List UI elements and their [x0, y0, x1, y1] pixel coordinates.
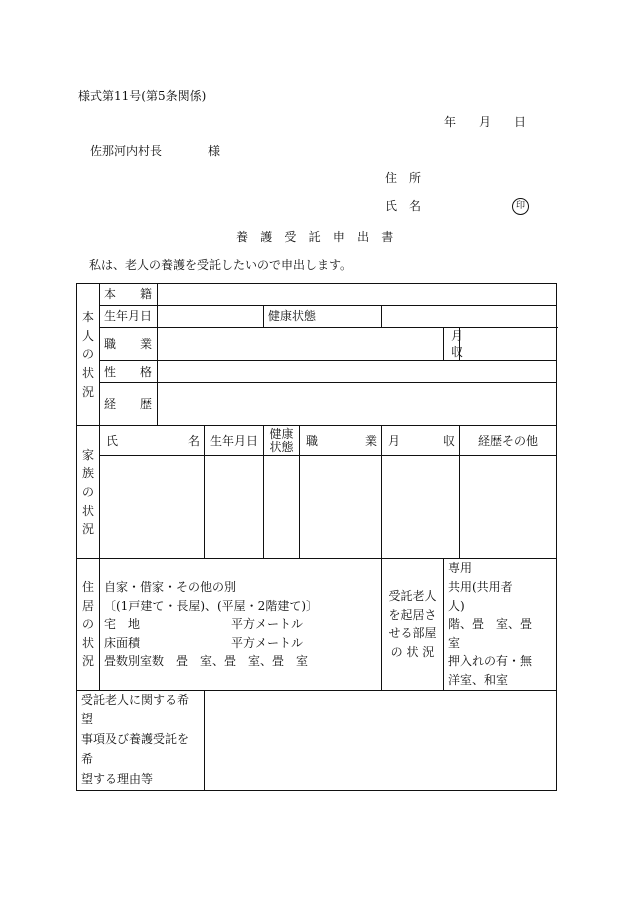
- family-occupation-field[interactable]: [300, 456, 382, 559]
- row-personality: [77, 361, 557, 383]
- date-year-label: 年: [444, 115, 457, 129]
- row-history: [77, 383, 557, 426]
- income-label: 月 収: [444, 328, 460, 361]
- addressee-name: 佐那河内村長: [90, 144, 163, 158]
- honseki-label: 本 籍: [100, 284, 158, 306]
- health-field[interactable]: [382, 306, 557, 328]
- date-month-label: 月: [479, 115, 492, 129]
- residence-line-rooms: 畳数別室数 畳 室、畳 室、畳 室: [104, 654, 309, 669]
- residence-details[interactable]: [100, 559, 382, 690]
- family-birth-field[interactable]: [205, 456, 264, 559]
- family-section-label: 家 族 の 状 況: [77, 426, 100, 559]
- wish-field[interactable]: [205, 690, 557, 790]
- self-section-label: 本 人 の 状 況: [77, 284, 100, 426]
- family-entry-row: [77, 456, 557, 559]
- family-col-birth: 生年月日: [205, 426, 264, 456]
- residence-section-label: 住 居 の 状 況: [77, 559, 100, 690]
- wish-row: [77, 690, 557, 790]
- honseki-field[interactable]: [158, 284, 557, 306]
- date-day-label: 日: [514, 115, 527, 129]
- application-form-table: [76, 283, 557, 791]
- residence-line-floor: 床面積 平方メートル: [104, 635, 304, 650]
- occupation-label: 職 業: [100, 328, 158, 361]
- residence-row: [77, 559, 557, 690]
- occupation-field[interactable]: [158, 328, 444, 361]
- birth-field[interactable]: [158, 306, 264, 328]
- health-label: 健康状態: [264, 306, 382, 328]
- row-occupation-income: [77, 328, 557, 361]
- family-header-row: [77, 426, 557, 456]
- form-number: 様式第11号(第5条関係): [78, 89, 207, 103]
- family-col-occupation: 職 業: [300, 426, 382, 456]
- family-col-income: 月 収: [382, 426, 460, 456]
- birth-label: 生年月日: [100, 306, 158, 328]
- address-label: 住 所: [385, 171, 422, 185]
- residence-line-building: 〔(1戸建て・長屋)、(平屋・2階建て)〕: [104, 598, 318, 613]
- room-condition-details[interactable]: 専用 共用(共用者 人) 階、畳 室、畳 室 押入れの有・無 洋室、和室: [444, 559, 557, 690]
- family-name-field[interactable]: [100, 456, 205, 559]
- room-condition-label: 受託老人 を起居さ せる部屋 の 状 況: [382, 559, 444, 690]
- document-title: 養 護 受 託 申 出 書: [236, 230, 398, 244]
- addressee-honorific: 様: [208, 144, 221, 158]
- intro-text: 私は、老人の養護を受託したいので申出します。: [89, 258, 353, 272]
- wish-label: 受託老人に関する希望 事項及び養護受託を希 望する理由等: [77, 690, 205, 790]
- seal-mark-icon: 印: [512, 198, 529, 215]
- residence-line-type: 自家・借家・その他の別: [104, 579, 237, 594]
- family-col-history: 経歴その他: [460, 426, 557, 456]
- personality-label: 性 格: [100, 361, 158, 383]
- family-income-field[interactable]: [382, 456, 460, 559]
- history-label: 経 歴: [100, 383, 158, 426]
- family-col-health: 健康 状態: [264, 426, 300, 456]
- history-field[interactable]: [158, 383, 557, 426]
- family-history-field[interactable]: [460, 456, 557, 559]
- residence-line-lot: 宅 地 平方メートル: [104, 617, 304, 632]
- row-honseki: [77, 284, 557, 306]
- row-birth-health: [77, 306, 557, 328]
- family-health-field[interactable]: [264, 456, 300, 559]
- name-label: 氏 名: [385, 199, 422, 213]
- personality-field[interactable]: [158, 361, 557, 383]
- family-col-name: 氏 名: [100, 426, 205, 456]
